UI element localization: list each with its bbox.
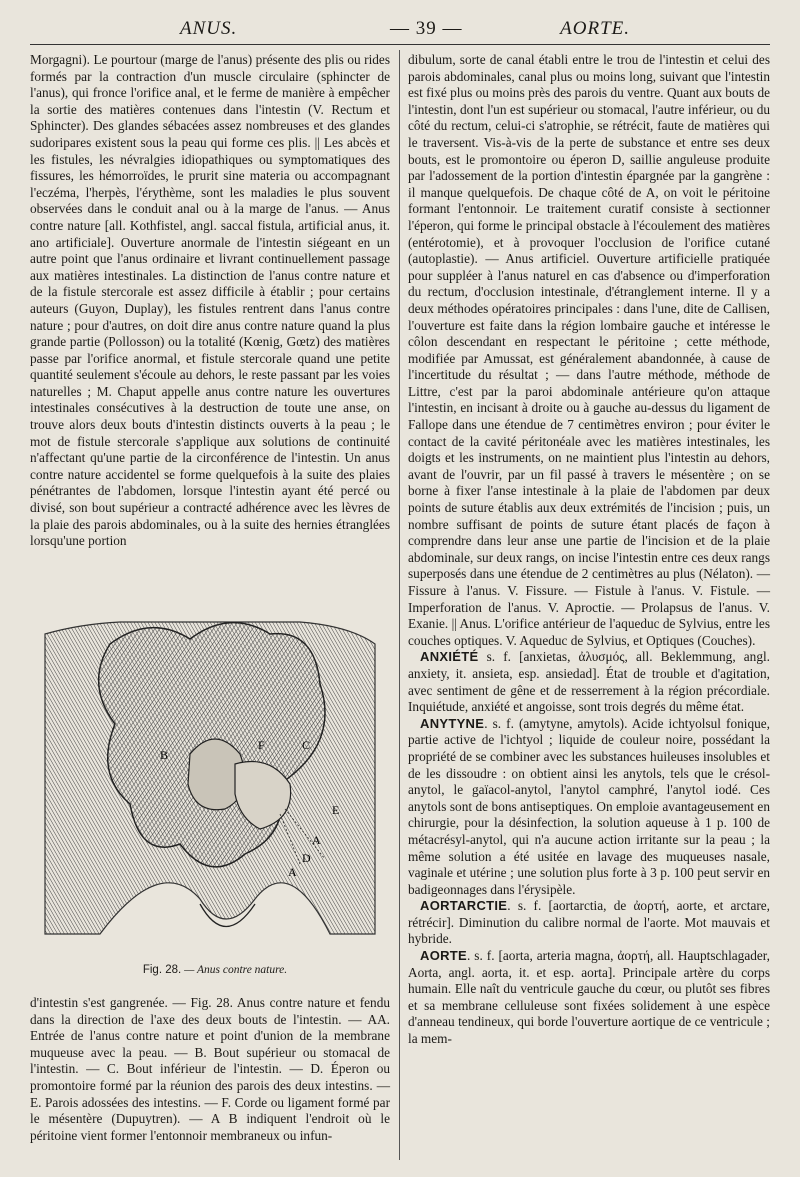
label-f: F [258, 738, 265, 752]
column-divider [399, 50, 400, 1160]
label-d: D [302, 851, 311, 865]
label-b: B [160, 748, 169, 762]
running-header [30, 14, 770, 45]
figure-caption-label: Fig. 28. [142, 964, 182, 976]
entry-aorte [408, 948, 770, 1048]
label-e: E [332, 803, 340, 817]
entry-anytyne [408, 716, 770, 899]
entry-anxiete [408, 649, 770, 715]
anus-entry-text: Morgagni). Le pourtour (marge de l'anus) présente des plis ou rides formés par la contraction d'un muscle circulaire (sphincter de l'anus), qui fronce l'orifice anal, et le ferme de manière à empêcher la sortie des matières contenues dans l'intestin (V. Rectum et Sphincter). Des glandes sébacées assez nombreuses et des glandes sudoripares existent sous la peau qui forme ces plis. || Les abcès et les fistules, les névralgies idiopathiques ou symptomatiques des fissures, les hémorroïdes, le prurit sine materia ou accompagnant l'eczéma, l'herpès, l'érythème, sont les maladies le plus souvent observées dans le conduit anal ou à la marge de l'anus. — Anus contre nature [all. Kothfistel, angl. saccal fistula, artificial anus, it. ano artificiale]. Ouverture anormale de l'intestin siégeant en un autre point que l'anus ordinaire et livrant continuellement passage aux matières intestinales. La distinction de l'anus contre nature et de la fistule stercorale est assez difficile à établir ; pour certains auteurs (Guyon, Duplay), les fistules rentrent dans l'anus contre nature ; pour d'autres, on doit dire anus contre nature quand la plus grande partie (Pollosson) ou la totalité (Kœnig, Gœtz) des matières passe par l'orifice anormal, et fistule stercorale quand une petite quantité seulement s'écoule au dehors, le reste passant par les voies naturelles ; M. Chaput appelle anus contre nature les ouvertures intestinales consécutives à la destruction de toute une anse, on trouve alors deux bouts d'intestin distincts ouverts à la peau ; le mot de fistule stercorale s'applique aux solutions de continuité n'affectant qu'une partie de la circonférence de l'intestin. Un anus contre nature accidentel se forme quelquefois à la suite des plaies pénétrantes de l'abdomen, lorsque l'intestin ayant été percé ou divisé, son bout supérieur a contracté adhérence avec les lèvres de la plaie des parois abdominales, ou à la suite des hernies étranglées lorsqu'une portion [30, 52, 390, 549]
left-column-bottom [30, 995, 390, 1144]
label-c: C [302, 738, 311, 752]
entry-aortarctie-body: . s. f. [aortarctia, de ἀορτή, aorte, et arctare, rétrécir]. Diminution du calibre normal de l'aorte. Mot mauvais et hybride. [408, 898, 770, 947]
figure-caption-title: — Anus contre nature. [184, 964, 288, 976]
right-column [408, 52, 770, 1048]
header-left-word: ANUS. [180, 18, 238, 39]
entry-anytyne-body: . s. f. (amytyne, amytols). Acide ichtyolsul fonique, partie active de l'ichtyol ; liquide de couleur noire, possédant la propriété de se combiner avec les substances huileuses insolubles et de les dissoudre : on obtient ainsi les anytols, tels que le crésol-anytol, le gaïacol-anytol, l'anytol camphré, l'anytol iodé. Ces anytols sont de bons antiseptiques. On emploie avantageusement en chirurgie, pour la désinfection, la solution aqueuse à 1 p. 100 de métacrésyl-anytol, qui n'a aucune action irritante sur la peau ; la même solution a été usitée en lavage des muqueuses nasale, vaginale et utérine ; une solution plus forte à 3 p. 100 peut servir en badigeonnages dans l'érysipèle. [408, 715, 770, 897]
entry-anxiete-body: s. f. [anxietas, ἀλυσμός, all. Beklemmung, angl. anxiety, it. ansieta, esp. ansiedad]. État de trouble et d'agitation, avec sentiment de gêne et de resserrement à la région précordiale. Inquiétude, anxiété et angoisse, sont trois degrés du même état. [408, 649, 770, 715]
left-column-top [30, 52, 390, 550]
figure-legend-text: d'intestin s'est gangrenée. — Fig. 28. Anus contre nature et fendu dans la direction de l'axe des deux bouts de l'intestin. — AA. Entrée de l'anus contre nature et point d'union de la membrane muqueuse avec la peau. — B. Bout supérieur ou stomacal de l'intestin. — C. Bout inférieur de l'intestin. — D. Éperon ou promontoire formé par la réunion des parois des deux intestins. — E. Parois adossées des intestins. — F. Corde ou ligament formé par le mésentère (Dupuytren). — A B indiquent l'endroit où le péritoine vient former l'entonnoir membraneux ou infun- [30, 995, 390, 1143]
entry-anytyne-headword: ANYTYNE [420, 715, 485, 731]
header-right-word: AORTE. [560, 18, 630, 39]
entry-aortarctie [408, 898, 770, 948]
anus-continuation-text: dibulum, sorte de canal établi entre le trou de l'intestin et celui des parois abdominales, canal plus ou moins long, suivant que l'intestin est fixé plus ou moins près des parois du ventre. Quant aux bouts de l'intestin, dont l'un est supérieur ou stomacal, l'autre inférieur, ou du côté du rectum, celui-ci s'atrophie, se rétrécit, faute de matières qui le traversent. Vis-à-vis de la perte de substance et entre ses deux bouts, est le promontoire ou éperon D, saillie anguleuse produite par l'adossement de la portion d'intestin épargnée par la gangrène : il manque quelquefois. De chaque côté de A, on voit le péritoine formant l'entonnoir. Le traitement curatif consiste à sectionner l'éperon, qui forme le principal obstacle à l'écoulement des matières (entérotomie), et à provoquer l'occlusion de l'orifice cutané (autoplastie). — Anus artificiel. Ouverture artificielle pratiquée pour suppléer à l'anus naturel en cas d'absence ou d'imperforation du rectum, d'occlusion intestinale, d'étranglement interne. Il y a deux méthodes opératoires principales : dans l'une, dite de Callisen, l'ouverture est faite dans la région lombaire gauche et intéresse le côlon descendant en respectant le péritoine ; cette méthode, modifiée par Amussat, est généralement abandonnée, à cause de l'incertitude du résultat ; — dans l'autre méthode, méthode de Littre, c'est par la paroi abdominale antérieure qu'on attaque l'intestin, en incisant à droite ou à gauche au-dessus du ligament de Fallope dans une étendue de 7 centimètres environ ; pour éviter le contact de la cavité péritonéale avec les matières intestinales, les doigts et les instruments, on ne maintient plus l'intestin au dehors, avant de l'ouvrir, par un fil passé à travers le mésentère ; on se borne à fixer l'anse intestinale à la plaie de l'abdomen par deux points de suture établis aux deux extrémités de l'incision ; puis, un nombre suffisant de points de suture étant placés de façon à comprendre dans leur anse une partie de l'incision et de la plaie abdominale, sur deux rangs, on incise l'intestin entre ces deux rangs superposés dans une étendue de 2 centimètres au plus (Nélaton). — Fissure à l'anus. V. Fissure. — Fistule à l'anus. V. Fistule. — Imperforation de l'anus. V. Aproctie. — Prolapsus de l'anus. V. Exanie. || Anus. L'orifice antérieur de l'aqueduc de Sylvius, entre les couches optiques. V. Aqueduc de Sylvius, et Optiques (Couches). [408, 52, 770, 648]
label-a-upper: A [312, 833, 321, 847]
page-number: — 39 — [390, 18, 463, 39]
entry-aortarctie-headword: AORTARCTIE [420, 898, 508, 914]
entry-aorte-body: . s. f. [aorta, arteria magna, ἀορτή, all. Hauptschlagader, Aorta, angl. aorta, it. et esp. aorta]. Principale artère du corps humain. Elle naît du ventricule gauche du cœur, ou plutôt ses fibres et sa membrane celluleuse sont fixées solidement à une espèce d'anneau tendineux, qui borde l'ouverture aortique de ce ventricule ; la mem- [408, 948, 770, 1047]
figure-caption [30, 964, 400, 976]
entry-anxiete-headword: ANXIÉTÉ [420, 649, 479, 665]
anatomical-illustration [40, 604, 380, 964]
entry-aorte-headword: AORTE [420, 948, 467, 964]
label-a-lower: A [288, 865, 297, 879]
